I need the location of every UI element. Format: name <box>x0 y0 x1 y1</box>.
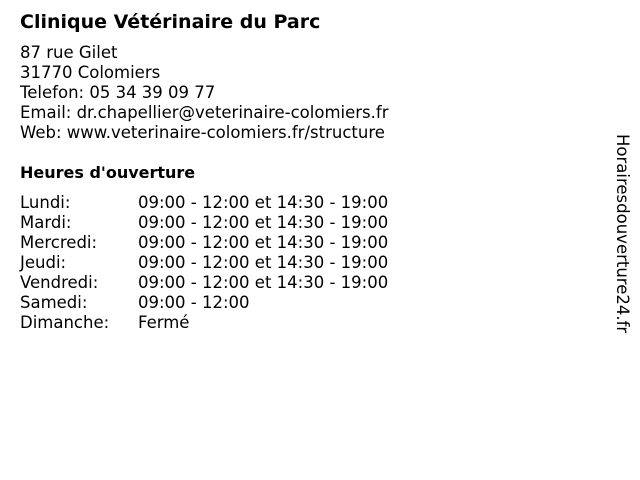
day-label: Lundi: <box>20 193 71 212</box>
opening-hours-table <box>20 193 600 333</box>
day-label: Samedi: <box>20 293 88 312</box>
hours-value: 09:00 - 12:00 et 14:30 - 19:00 <box>138 253 389 272</box>
hours-value: Fermé <box>138 313 190 332</box>
email-line: Email: dr.chapellier@veterinaire-colomiers.fr <box>20 103 389 122</box>
opening-hours-heading: Heures d'ouverture <box>20 163 196 182</box>
day-label: Dimanche: <box>20 313 110 332</box>
hours-row-sunday <box>20 313 600 333</box>
clinic-name: Clinique Vétérinaire du Parc <box>20 11 321 33</box>
hours-value: 09:00 - 12:00 et 14:30 - 19:00 <box>138 193 389 212</box>
hours-value: 09:00 - 12:00 et 14:30 - 19:00 <box>138 213 389 232</box>
street-address: 87 rue Gilet <box>20 43 118 62</box>
hours-row-friday <box>20 273 600 293</box>
hours-row-saturday <box>20 293 600 313</box>
clinic-address-block <box>20 43 600 143</box>
clinic-card <box>20 10 600 333</box>
day-label: Jeudi: <box>20 253 67 272</box>
day-label: Mercredi: <box>20 233 98 252</box>
hours-row-tuesday <box>20 213 600 233</box>
day-label: Vendredi: <box>20 273 99 292</box>
hours-row-wednesday <box>20 233 600 253</box>
hours-value: 09:00 - 12:00 <box>138 293 250 312</box>
hours-value: 09:00 - 12:00 et 14:30 - 19:00 <box>138 233 389 252</box>
hours-row-thursday <box>20 253 600 273</box>
phone-line: Telefon: 05 34 39 09 77 <box>20 83 216 102</box>
website-line: Web: www.veterinaire-colomiers.fr/structure <box>20 123 385 142</box>
hours-row-monday <box>20 193 600 213</box>
site-watermark: Horairesdouverture24.fr <box>613 134 632 334</box>
hours-value: 09:00 - 12:00 et 14:30 - 19:00 <box>138 273 389 292</box>
city-postcode: 31770 Colomiers <box>20 63 161 82</box>
day-label: Mardi: <box>20 213 72 232</box>
